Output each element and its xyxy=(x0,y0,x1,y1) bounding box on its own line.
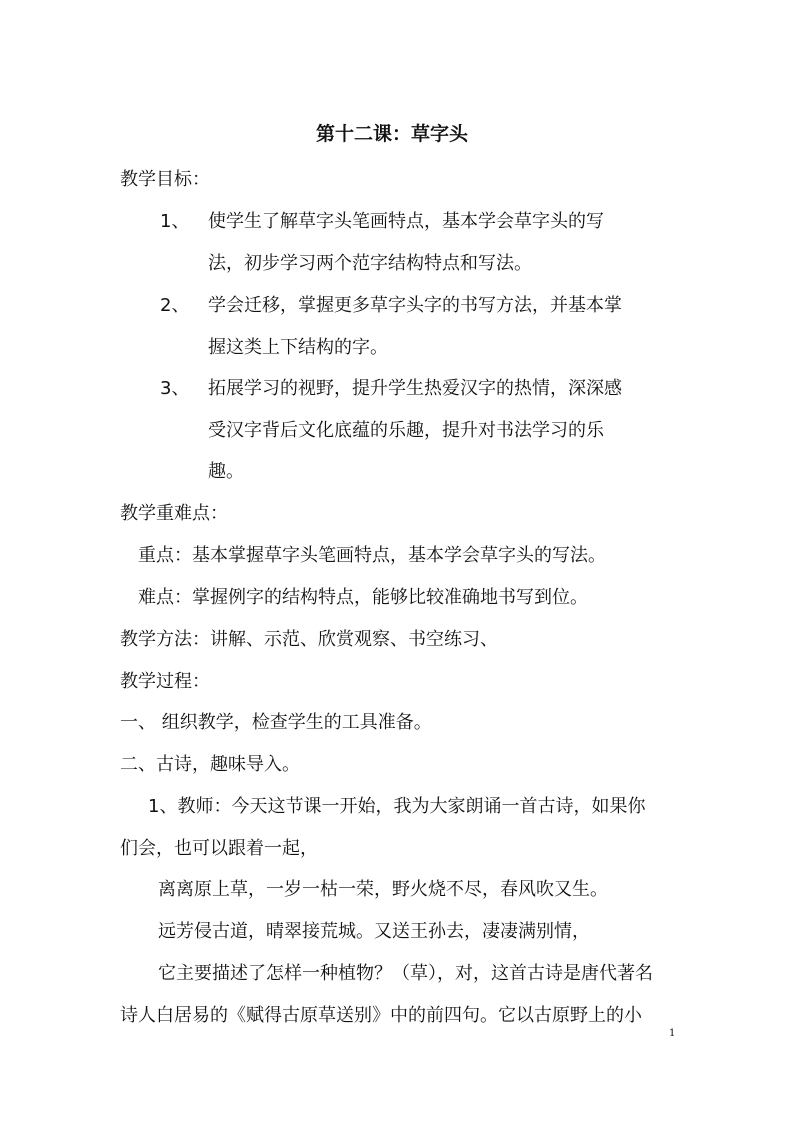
objective-1-line-2: 法，初步学习两个范字结构特点和写法。 xyxy=(208,253,532,274)
objective-2-number: 2、 xyxy=(160,295,190,316)
process-heading: 教学过程： xyxy=(120,671,210,692)
process-step-2: 二、古诗，趣味导入。 xyxy=(120,754,300,775)
page-title: 第十二课：草字头 xyxy=(316,123,469,145)
poem-line-1: 离离原上草，一岁一枯一荣，野火烧不尽，春风吹又生。 xyxy=(158,879,608,900)
process-step-2-1-line-1: 1、教师：今天这节课一开始，我为大家朗诵一首古诗，如果你 xyxy=(148,796,646,817)
key-points-heading: 教学重难点： xyxy=(120,503,228,524)
paragraph-line-1: 它主要描述了怎样一种植物？（草），对，这首古诗是唐代著名 xyxy=(158,963,653,984)
objective-2-line-2: 握这类上下结构的字。 xyxy=(208,337,388,358)
objective-1-number: 1、 xyxy=(160,211,190,232)
page-number: 1 xyxy=(669,1028,676,1039)
objective-3-line-1: 拓展学习的视野，提升学生热爱汉字的热情，深深感 xyxy=(208,378,622,399)
objectives-heading: 教学目标： xyxy=(120,169,210,190)
process-step-1: 一、 组织教学，检查学生的工具准备。 xyxy=(120,712,432,733)
objective-3-line-3: 趣。 xyxy=(208,461,244,482)
objective-3-number: 3、 xyxy=(160,378,190,399)
key-point: 重点：基本掌握草字头笔画特点，基本学会草字头的写法。 xyxy=(138,545,606,566)
difficult-point: 难点：掌握例字的结构特点，能够比较准确地书写到位。 xyxy=(138,587,588,608)
objective-1-line-1: 使学生了解草字头笔画特点，基本学会草字头的写 xyxy=(208,211,604,232)
teaching-methods: 教学方法：讲解、示范、欣赏观察、书空练习、 xyxy=(120,629,498,650)
paragraph-line-2: 诗人白居易的《赋得古原草送别》中的前四句。它以古原野上的小 xyxy=(120,1005,642,1026)
process-step-2-1-line-2: 们会，也可以跟着一起， xyxy=(120,838,318,859)
objective-3-line-2: 受汉字背后文化底蕴的乐趣，提升对书法学习的乐 xyxy=(208,420,604,441)
objective-2-line-1: 学会迁移，掌握更多草字头字的书写方法，并基本掌 xyxy=(208,295,622,316)
poem-line-2: 远芳侵古道，晴翠接荒城。又送王孙去，凄凄满别情， xyxy=(158,921,590,942)
